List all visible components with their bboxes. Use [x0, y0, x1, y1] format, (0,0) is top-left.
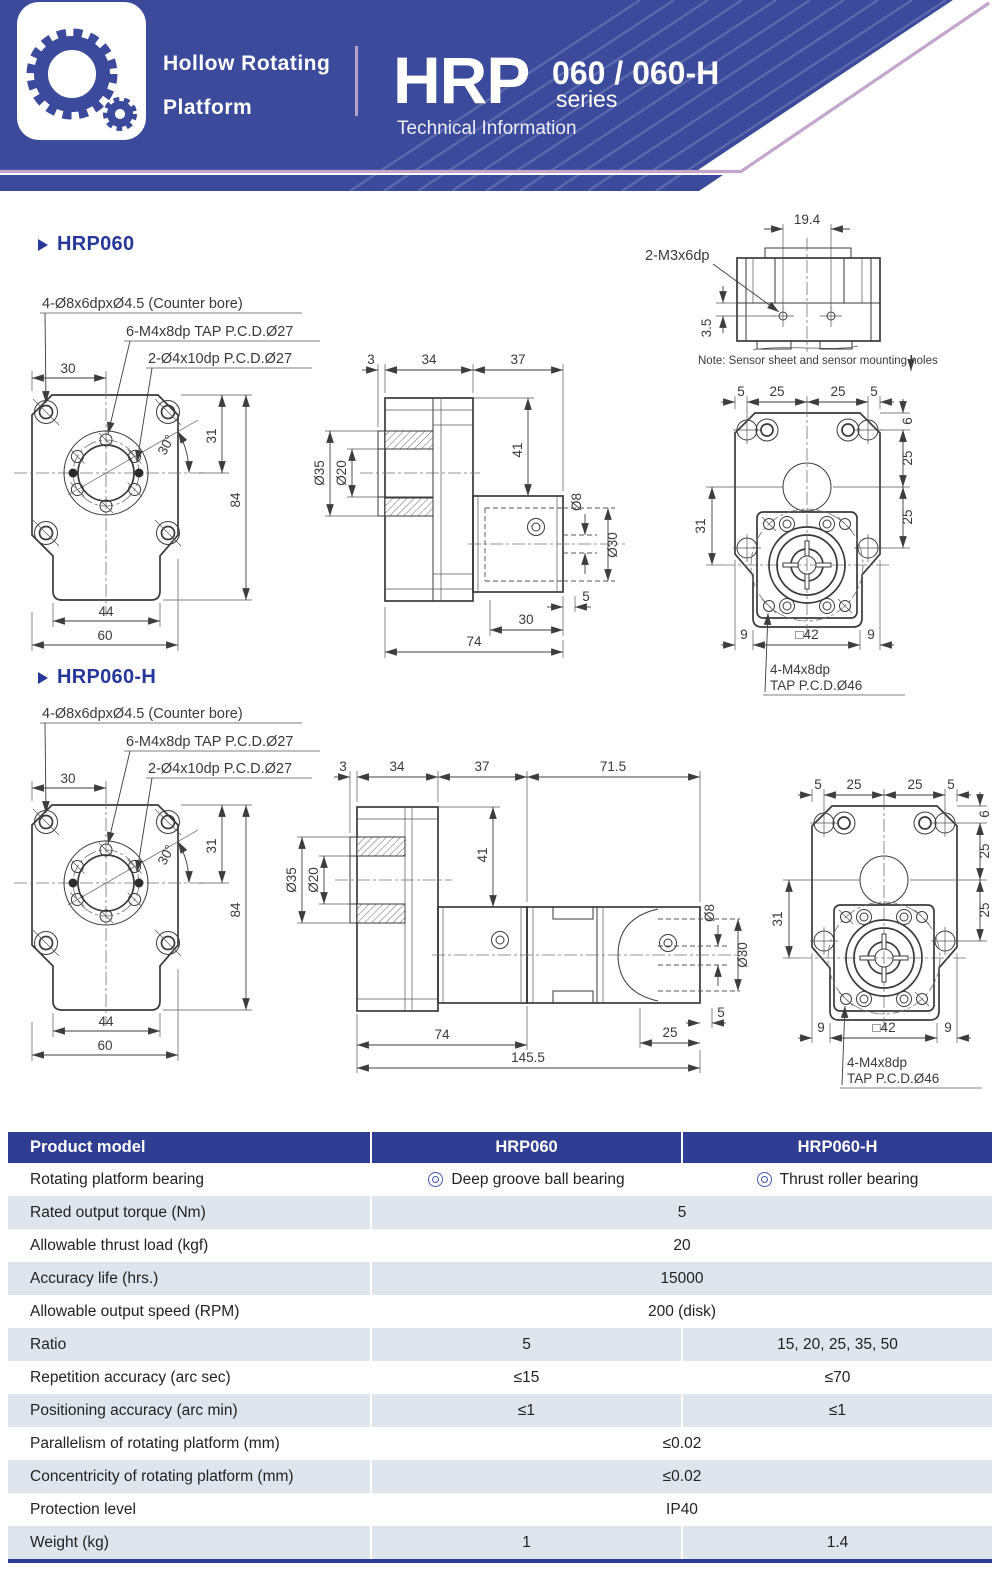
- col-header-hrp060: HRP060: [372, 1132, 681, 1163]
- dim-label: 30: [518, 612, 534, 627]
- bearing-bullet-icon: [428, 1172, 443, 1187]
- row-value: 15000: [372, 1262, 992, 1295]
- sensor-note: Note: Sensor sheet and sensor mounting holes: [698, 355, 938, 367]
- row-value: ≤15: [372, 1361, 681, 1394]
- dim-label: 25: [662, 1025, 678, 1040]
- dim-label: 25: [830, 384, 846, 399]
- row-value: 15, 20, 25, 35, 50: [683, 1328, 992, 1361]
- back-view-hrp060: [693, 384, 915, 695]
- brand-logo: [17, 2, 146, 140]
- series-label: series: [556, 86, 618, 112]
- dim-label: 30: [60, 361, 76, 376]
- row-value-text: Deep groove ball bearing: [451, 1170, 625, 1188]
- row-label: Allowable thrust load (kgf): [8, 1229, 370, 1262]
- sensor-view: [645, 212, 938, 371]
- hole-callout: 4-Ø8x6dpxØ4.5 (Counter bore): [42, 296, 243, 312]
- model-numbers: 060 / 060-H: [552, 55, 720, 91]
- row-value: 1: [372, 1526, 681, 1559]
- dim-label: Ø20: [306, 867, 321, 893]
- dim-label: Ø30: [605, 532, 620, 558]
- dim-label: 3: [367, 352, 375, 367]
- dim-label: 31: [693, 518, 708, 534]
- brand-line1: Hollow Rotating: [163, 52, 331, 75]
- technical-drawings: [0, 195, 1000, 1110]
- table-row: [8, 1196, 992, 1229]
- row-label: Repetition accuracy (arc sec): [8, 1361, 370, 1394]
- table-row: [8, 1394, 992, 1427]
- dim-label: 30°: [154, 432, 178, 458]
- dim-label: 5: [717, 1005, 725, 1020]
- section-title-label: HRP060-H: [57, 666, 157, 688]
- dim-label: 6: [900, 417, 915, 425]
- dowel-pin-hole: [69, 469, 78, 478]
- row-value: [683, 1163, 992, 1196]
- dim-label: 34: [421, 352, 437, 367]
- row-label: Concentricity of rotating platform (mm): [8, 1460, 370, 1493]
- back-view-hrp060h: [770, 777, 992, 1088]
- row-value: ≤0.02: [372, 1427, 992, 1460]
- col-header-product-model: Product model: [8, 1132, 370, 1163]
- spec-table: [8, 1132, 992, 1563]
- row-value: ≤70: [683, 1361, 992, 1394]
- table-header-row: [8, 1132, 992, 1163]
- row-value: ≤1: [683, 1394, 992, 1427]
- row-value-text: Thrust roller bearing: [779, 1170, 919, 1188]
- row-value: 1.4: [683, 1526, 992, 1559]
- dim-label: 25: [769, 384, 785, 399]
- table-row: [8, 1328, 992, 1361]
- row-label: Accuracy life (hrs.): [8, 1262, 370, 1295]
- row-value: IP40: [372, 1493, 992, 1526]
- row-label: Rotating platform bearing: [8, 1163, 370, 1196]
- row-label: Ratio: [8, 1328, 370, 1361]
- dim-label: 9: [740, 627, 748, 642]
- dim-label: 5: [870, 384, 878, 399]
- hole-callout: 4-M4x8dp: [770, 662, 831, 677]
- dim-label: 74: [466, 634, 482, 649]
- dim-label: Ø20: [334, 460, 349, 486]
- dim-label: 145.5: [511, 1050, 545, 1065]
- section-title-label: HRP060: [57, 233, 135, 255]
- side-view-hrp060: [312, 352, 625, 658]
- row-label: Positioning accuracy (arc min): [8, 1394, 370, 1427]
- brand-line2: Platform: [163, 96, 253, 119]
- dim-label: 3.5: [699, 318, 714, 338]
- dim-label: 3: [339, 759, 347, 774]
- table-row: [8, 1163, 992, 1196]
- row-label: Allowable output speed (RPM): [8, 1295, 370, 1328]
- table-row: [8, 1460, 992, 1493]
- bearing-bullet-icon: [757, 1172, 772, 1187]
- front-view-hrp060: [14, 296, 320, 651]
- dim-label: 25: [900, 509, 915, 525]
- dim-label: 5: [737, 384, 745, 399]
- page-subtitle: Technical Information: [397, 118, 577, 139]
- dim-label: 31: [204, 428, 219, 444]
- hole-callout: TAP P.C.D.Ø46: [770, 678, 863, 693]
- dim-label: 5: [582, 589, 590, 604]
- product-title: HRP: [393, 43, 530, 117]
- table-bottom-border: [8, 1559, 992, 1563]
- page-header: [0, 0, 1000, 196]
- row-label: Rated output torque (Nm): [8, 1196, 370, 1229]
- front-view-hrp060h: [14, 706, 320, 1061]
- table-row: [8, 1229, 992, 1262]
- row-value: ≤0.02: [372, 1460, 992, 1493]
- table-row: [8, 1493, 992, 1526]
- row-value: [372, 1163, 681, 1196]
- mounting-holes: [733, 416, 882, 562]
- header-divider: [355, 46, 358, 116]
- dim-label: 60: [97, 628, 113, 643]
- dim-label: 37: [510, 352, 526, 367]
- dim-label: Ø30: [735, 942, 750, 968]
- dim-label: 19.4: [793, 212, 821, 227]
- row-value: 20: [372, 1229, 992, 1262]
- dowel-pin-hole: [135, 469, 144, 478]
- dim-label: 34: [389, 759, 405, 774]
- row-value: 5: [372, 1196, 992, 1229]
- hole-callout: 6-M4x8dp TAP P.C.D.Ø27: [126, 324, 294, 340]
- row-label: Weight (kg): [8, 1526, 370, 1559]
- row-value: 5: [372, 1328, 681, 1361]
- row-value: 200 (disk): [372, 1295, 992, 1328]
- dim-label: 84: [228, 492, 243, 508]
- dim-label: 9: [867, 627, 875, 642]
- dim-label: Ø35: [284, 867, 299, 893]
- table-row: [8, 1427, 992, 1460]
- dim-label: 71.5: [599, 759, 627, 774]
- dim-label: Ø8: [569, 492, 584, 512]
- hole-callout: 2-Ø4x10dp P.C.D.Ø27: [148, 351, 293, 367]
- dim-label: Ø8: [702, 903, 717, 923]
- dim-label: 41: [475, 847, 490, 863]
- row-label: Parallelism of rotating platform (mm): [8, 1427, 370, 1460]
- dim-label: 74: [434, 1027, 450, 1042]
- dim-label: □42: [795, 627, 819, 642]
- side-view-hrp060h: [284, 759, 750, 1073]
- hole-callout: 2-M3x6dp: [645, 248, 710, 264]
- table-row: [8, 1526, 992, 1559]
- table-row: [8, 1262, 992, 1295]
- dim-label: 41: [510, 442, 525, 458]
- row-label: Protection level: [8, 1493, 370, 1526]
- table-row: [8, 1361, 992, 1394]
- table-row: [8, 1295, 992, 1328]
- dim-label: Ø35: [312, 460, 327, 486]
- row-value: ≤1: [372, 1394, 681, 1427]
- dim-label: 44: [98, 604, 114, 619]
- dim-label: 37: [474, 759, 490, 774]
- col-header-hrp060h: HRP060-H: [683, 1132, 992, 1163]
- dim-label: 25: [900, 450, 915, 466]
